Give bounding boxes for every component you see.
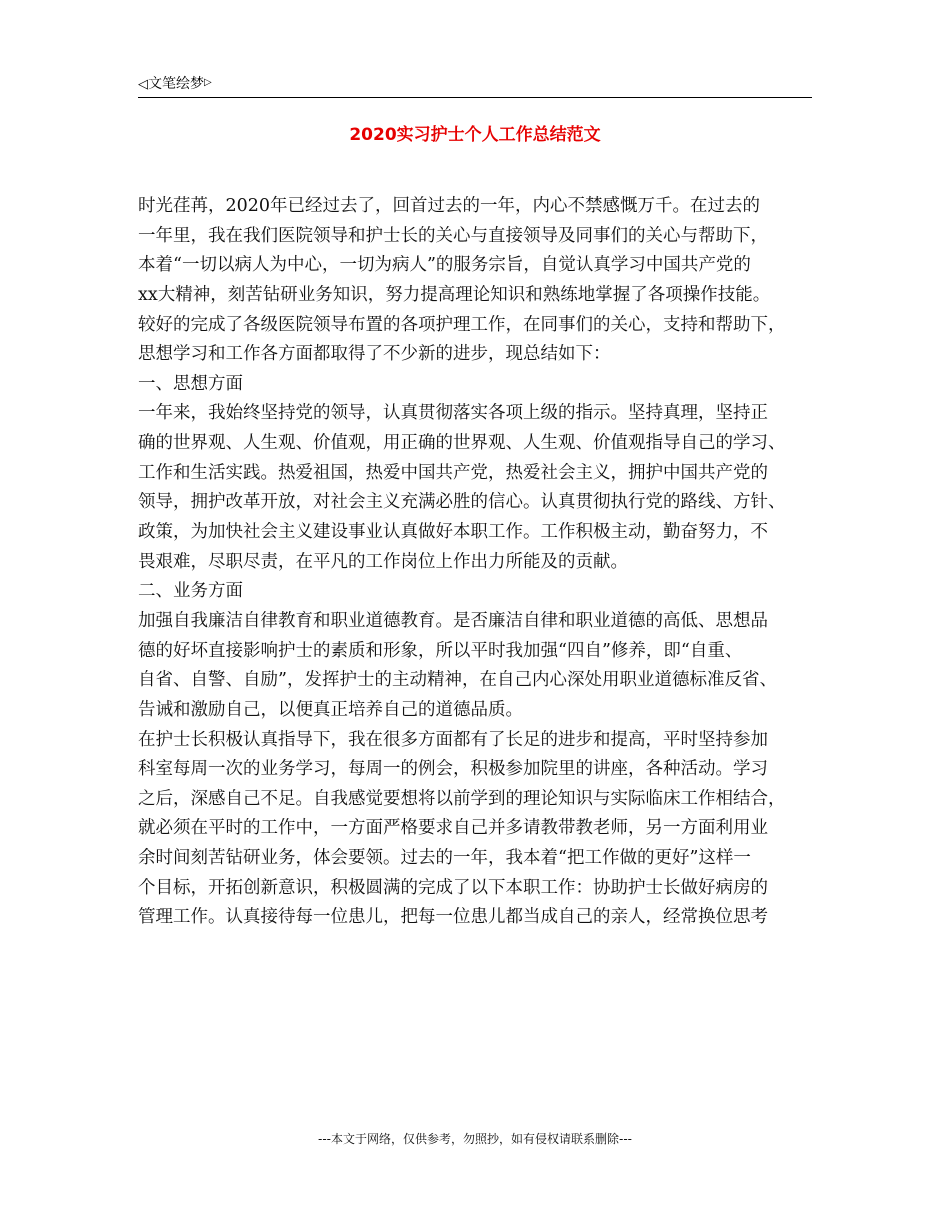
page-footer: ---本文于网络，仅供参考，勿照抄，如有侵权请联系删除---: [318, 1132, 632, 1146]
text-line: 就必须在平时的工作中，一方面严格要求自己并多请教带教老师，另一方面利用业: [138, 818, 768, 839]
text-line: 在护士长积极认真指导下，我在很多方面都有了长足的进步和提高，平时坚持参加: [138, 729, 768, 750]
text-line: 余时间刻苦钻研业务，体会要领。过去的一年，我本着“把工作做的更好”这样一: [138, 848, 751, 869]
document-body: [138, 192, 818, 933]
header-brand: [138, 73, 212, 95]
text-line: 德的好坏直接影响护士的素质和形象，所以平时我加强“四自”修养，即“自重、: [138, 640, 743, 661]
document-title: 2020实习护士个人工作总结范文: [349, 125, 601, 145]
left-triangle-icon: ◁: [138, 77, 148, 92]
text-line: 一年来，我始终坚持党的领导，认真贯彻落实各项上级的指示。坚持真理，坚持正: [138, 403, 768, 424]
text-line: 本着“一切以病人为中心，一切为病人”的服务宗旨，自觉认真学习中国共产党的: [138, 255, 751, 276]
text-line: 政策，为加快社会主义建设事业认真做好本职工作。工作积极主动，勤奋努力，不: [138, 522, 768, 543]
text-line: 时光荏苒，2020年已经过去了，回首过去的一年，内心不禁感慨万千。在过去的: [138, 196, 761, 216]
text-line: 个目标，开拓创新意识，积极圆满的完成了以下本职工作：协助护士长做好病房的: [138, 877, 768, 898]
text-line: 管理工作。认真接待每一位患儿，把每一位患儿都当成自己的亲人，经常换位思考: [138, 907, 768, 928]
text-line: 之后，深感自己不足。自我感觉要想将以前学到的理论知识与实际临床工作相结合，: [138, 788, 786, 809]
text-line: 工作和生活实践。热爱祖国，热爱中国共产党，热爱社会主义，拥护中国共产党的: [138, 462, 768, 483]
text-line: 加强自我廉洁自律教育和职业道德教育。是否廉洁自律和职业道德的高低、思想品: [138, 610, 768, 631]
section-heading: 二、业务方面: [138, 581, 243, 602]
text-line: 确的世界观、人生观、价值观，用正确的世界观、人生观、价值观指导自己的学习、: [138, 433, 786, 454]
text-line: 思想学习和工作各方面都取得了不少新的进步，现总结如下：: [138, 344, 611, 365]
text-line: 一年里，我在我们医院领导和护士长的关心与直接领导及同事们的关心与帮助下，: [138, 225, 768, 246]
page-header: [138, 73, 812, 98]
text-line: 领导，拥护改革开放，对社会主义充满必胜的信心。认真贯彻执行党的路线、方针、: [138, 492, 786, 513]
text-line: 畏艰难，尽职尽责，在平凡的工作岗位上作出力所能及的贡献。: [138, 551, 628, 572]
right-triangle-icon: ▷: [204, 77, 212, 88]
text-line: 告诫和激励自己，以便真正培养自己的道德品质。: [138, 699, 523, 720]
text-line: 科室每周一次的业务学习，每周一的例会，积极参加院里的讲座，各种活动。学习: [138, 759, 768, 780]
text-line: 较好的完成了各级医院领导布置的各项护理工作，在同事们的关心，支持和帮助下，: [138, 314, 786, 335]
brand-text: 文笔绘梦: [148, 76, 204, 92]
section-heading: 一、思想方面: [138, 373, 243, 394]
text-line: xx大精神，刻苦钻研业务知识，努力提高理论知识和熟练地掌握了各项操作技能。: [138, 284, 771, 305]
text-line: 自省、自警、自励”，发挥护士的主动精神，在自己内心深处用职业道德标准反省、: [138, 670, 777, 691]
